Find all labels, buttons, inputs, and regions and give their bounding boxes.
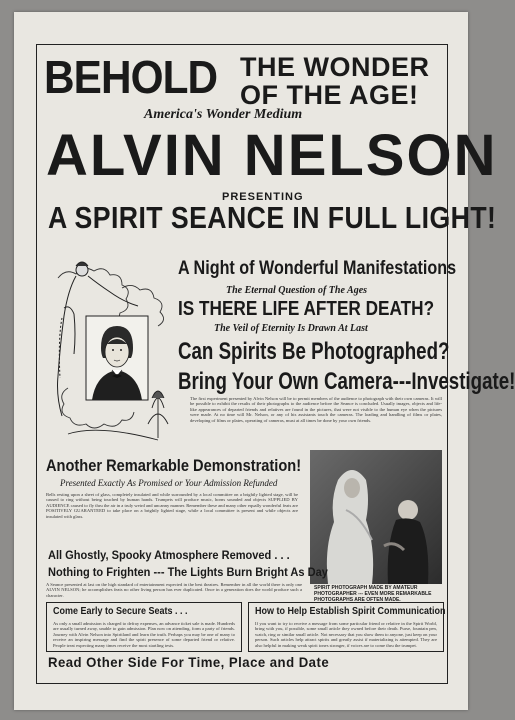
standard-paragraph: A Seance presented at last on the high standard of entertainment expected in the best theatres. Remember in all the world there is only one ALVIN NELSON; he accomplishes feats no other living person has ever duplicated. Once in a generation does the world produce such a character.	[46, 582, 302, 598]
headline-behold: BEHOLD	[44, 51, 218, 103]
communication-box-text: If you want to try to receive a message from some particular friend or relative in the Spirit World, bring with you, if possible, some small article they owned before their death. Purse, fountain pen, watch, ring or similar small article. Not necessary that you show them to anyone, just keep on your person. Such articles help attract spirits and greatly assist if materializing is attempted. They are also helpful in making weak spirit tones stronger, if voices are to come thru the trumpet.	[255, 621, 437, 648]
seats-box-text: As only a small admission is charged to defray expenses, an advance ticket sale is made. Hundreds are usually turned away, unable to gain admission. Plan now on attending, form a party of friends. Journey with Alvin Nelson into Spiritland and learn the truth. Perhaps you may be one of many to receive an inspiring message and find the spirit presence of some departed friend or relative. People treat expecting many times receive the most startling tests.	[53, 621, 235, 648]
eternal-question-tagline: The Eternal Question of The Ages	[226, 285, 368, 296]
refund-tagline: Presented Exactly As Promised or Your Admission Refunded	[60, 478, 278, 488]
camera-headline: Bring Your Own Camera---Investigate!	[178, 368, 515, 395]
headline-wonder-line1: THE WONDER	[240, 52, 430, 82]
ghostly-headline: All Ghostly, Spooky Atmosphere Removed . . .	[48, 548, 290, 562]
manifestations-headline: A Night of Wonderful Manifestations	[178, 258, 457, 279]
seats-box	[46, 602, 242, 652]
headline-wonder-line2: OF THE AGE!	[240, 80, 419, 110]
veil-tagline: The Veil of Eternity Is Drawn At Last	[214, 323, 368, 334]
communication-box	[248, 602, 444, 652]
lights-headline: Nothing to Frighten --- The Lights Burn Bright As Day	[48, 565, 328, 579]
seance-headline: A SPIRIT SEANCE IN FULL LIGHT!	[48, 200, 497, 235]
presenting-label: PRESENTING	[222, 191, 304, 203]
seats-box-title: Come Early to Secure Seats . . .	[53, 606, 188, 617]
communication-box-title: How to Help Establish Spirit Communication	[255, 606, 446, 617]
subtitle-medium: America's Wonder Medium	[144, 107, 303, 122]
read-other-side-footer: Read Other Side For Time, Place and Date	[48, 654, 330, 670]
performer-name: ALVIN NELSON	[46, 123, 498, 188]
spirit-portrait-illustration	[48, 248, 178, 448]
photo-caption: SPIRIT PHOTOGRAPH MADE BY AMATEUR PHOTOGRAPHER --- EVEN MORE REMARKABLE PHOTOGRAPHS ARE OFTEN MADE.	[314, 585, 432, 603]
life-after-death-headline: IS THERE LIFE AFTER DEATH?	[178, 298, 435, 320]
photography-paragraph: The first experiment presented by Alvin Nelson will be to permit members of the audience to photograph with their own cameras. It will be possible to exhibit the results of their photographs to the audience before the Seance is concluded. Usually images, objects and life-like appearances of departed friends and relatives are found in the pictures, that were not visible to the human eye when the pictures were made. At no time will Mr. Nelson, or any of his assistants touch the cameras. The loading and handling of films or plates, developing of films or plates, operating of cameras, must at all times be done by your own friends.	[190, 396, 442, 423]
demonstration-headline: Another Remarkable Demonstration!	[46, 456, 302, 475]
photograph-question-headline: Can Spirits Be Photographed?	[178, 338, 450, 365]
spirit-photograph	[310, 450, 442, 584]
demonstration-paragraph: Bells resting upon a sheet of glass, completely insulated and while surrounded by a local committee on a brightly lighted stage, will be caused to ring without being touched by human hands. Trumpets will produce music, horns sounded and objects SUPPLIED BY AUDIENCE caused to fly thru the air in a truly weird and uncanny manner. Remember these and many other equally wonderful feats are POSITIVELY GUARANTEED to take place on a brightly lighted stage, while a local committee is present and while objects are insulated with glass.	[46, 492, 298, 519]
